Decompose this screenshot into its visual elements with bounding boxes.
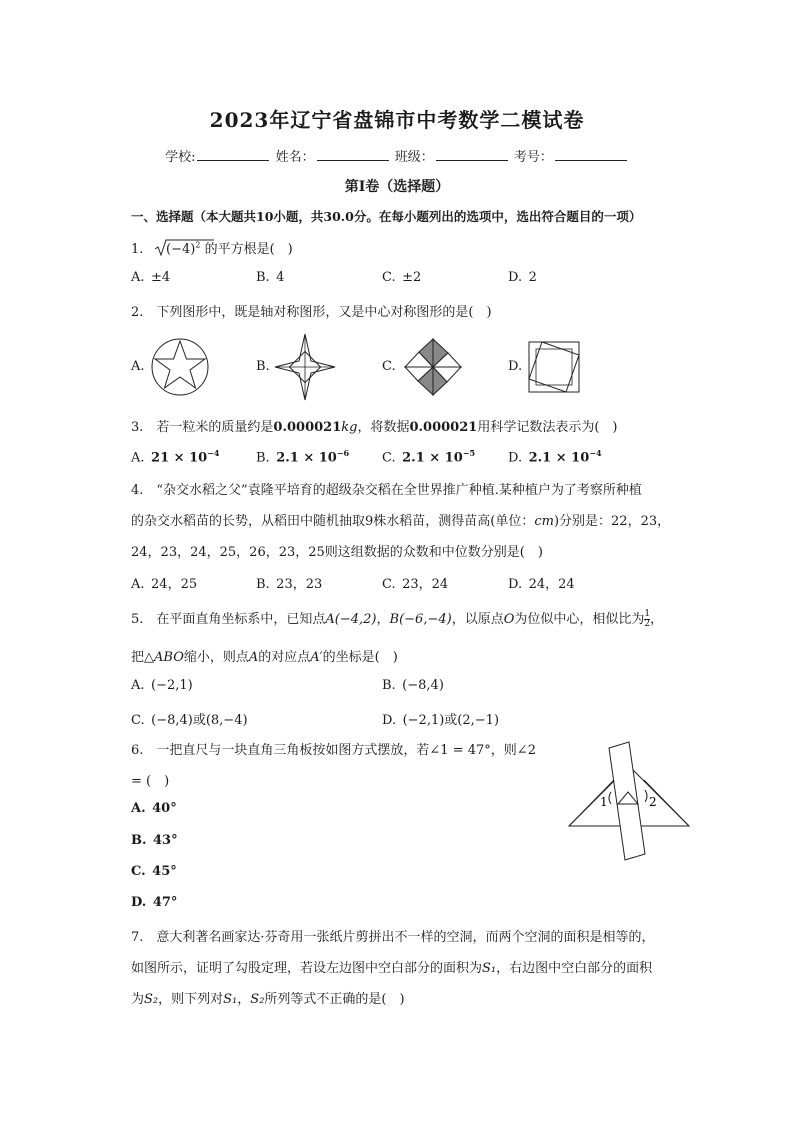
symbol-s2-ref: S₂ [250,992,265,1007]
q4-unit: cm [534,514,554,529]
symbol-s2: S₂ [144,992,159,1007]
option-exponent: −5 [462,448,476,458]
q4-option-b[interactable]: B. 23，23 [256,577,323,592]
sqrt-radicand: (−4) [166,242,196,257]
question-2: 2. 下列图形中，既是轴对称图形，又是中心对称图形的是( ) [131,305,492,320]
q4-option-d[interactable]: D. 24，24 [508,577,575,592]
circle-star-figure [150,337,210,397]
q5-sep: ， [376,612,390,627]
q6-condition: ∠1 = 47° [429,743,491,758]
q6-option-c[interactable]: C. 45° [131,864,177,879]
q2-option-b-label[interactable]: B. [256,359,270,374]
q5-text-c: 为位似中心，相似比为 [514,612,645,627]
name-label: 姓名： [275,150,315,165]
option-mantissa: 2.1 × 10 [528,450,590,466]
fraction-denominator: 2 [644,619,651,629]
question-5-line-2 [131,646,398,665]
q5-text-b: ，以原点 [451,612,504,627]
q5-text-f: 缩小，则点 [183,650,249,665]
q7-text-d: ，则下列对 [158,992,224,1007]
point-a-prime: A′ [310,650,323,665]
class-blank[interactable] [436,148,508,161]
q5-text-g: 的对应点 [258,650,311,665]
q5-text-a: 5. 在平面直角坐标系中，已知点 [131,612,326,627]
section-heading: 一、选择题（本大题共10小题，共30.0分。在每小题列出的选项中，选出符合题目的一项） [131,209,642,224]
fraction-numerator: 1 [644,609,651,619]
question-1 [131,238,293,257]
q3-option-c[interactable] [382,448,475,465]
option-exponent: −6 [336,448,350,458]
sqrt-exponent: 2 [195,240,201,250]
question-6-line-1 [131,739,536,758]
question-6-line-2: = ( ) [131,774,170,789]
exam-no-label: 考号： [513,150,553,165]
q3-option-a[interactable] [131,448,219,465]
q5-option-c[interactable]: C. (−8,4)或(8,−4) [131,713,248,728]
pinwheel-figure [403,337,463,397]
q3-number-b: 0.000021 [409,420,478,435]
exam-no-blank[interactable] [555,148,627,161]
school-label: 学校: [165,150,196,165]
q7-text-f: 所列等式不正确的是( ) [264,992,405,1007]
q3-unit: kg [341,420,358,435]
q1-option-c[interactable]: C. ±2 [382,270,422,285]
option-exponent: −4 [207,448,220,458]
volume-heading: 第Ⅰ卷（选择题） [344,179,450,195]
question-7-line-3 [131,988,405,1007]
q7-text-c: 为 [131,992,145,1007]
triangle-abo: △ABO [144,650,184,665]
q2-option-c-label[interactable]: C. [382,359,396,374]
q1-number: 1. [131,242,144,257]
q3-number-a: 0.000021 [273,420,342,435]
angle-1-label: 1 [600,795,608,809]
four-point-star-figure [275,334,335,400]
q5-text-e: 把 [131,650,145,665]
student-info-line [0,146,794,165]
q7-text-b: ，右边图中空白部分的面积 [496,961,653,976]
q6-option-d[interactable]: D. 47° [131,895,178,910]
point-o: O [503,612,515,627]
name-blank[interactable] [317,148,389,161]
question-4-line-1: 4. “杂交水稻之父”袁隆平培育的超级杂交稻在全世界推广种植.某种植户为了考察所种植 [131,483,642,498]
q2-option-a-label[interactable]: A. [131,359,145,374]
sqrt-sign-icon [154,239,168,257]
q5-text-d: ， [650,612,664,627]
option-label: B. [256,450,270,466]
q7-text-e: ， [237,992,251,1007]
option-exponent: −4 [589,448,602,458]
q6-text-b: ，则 [490,743,517,758]
option-label: A. [131,450,145,466]
symbol-s1: S₁ [482,961,497,976]
ruler-triangle-figure [567,740,691,862]
q6-option-a[interactable]: A. 40° [131,801,177,816]
school-blank[interactable] [197,148,269,161]
q1-option-a[interactable]: A. ±4 [131,270,171,285]
question-4-line-3: 24，23，24，25，26，23，25则这组数据的众数和中位数分别是( ) [131,545,543,560]
q6-text-a: 6. 一把直尺与一块直角三角板按如图方式摆放，若 [131,743,430,758]
option-mantissa: 2.1 × 10 [402,450,463,466]
q3-option-d[interactable] [508,448,602,465]
q4-option-a[interactable]: A. 24，25 [131,577,198,592]
q4-text-a: 的杂交水稻苗的长势，从稻田中随机抽取9株水稻苗，测得苗高(单位： [131,514,535,529]
option-mantissa: 21 × 10 [151,450,208,466]
q6-angle-2: ∠2 [516,743,536,758]
question-7-line-1: 7. 意大利著名画家达·芬奇用一张纸片剪拼出不一样的空洞，而两个空洞的面积是相等的， [131,930,655,945]
nested-squares-figure [528,341,580,393]
question-5-line-1 [131,608,663,629]
q6-option-b[interactable]: B. 43° [131,833,178,848]
question-3 [131,416,617,435]
q5-option-d[interactable]: D. (−2,1)或(2,−1) [382,713,500,728]
question-7-line-2 [131,957,652,976]
q3-text-b: ，将数据 [357,420,410,435]
symbol-s1-ref: S₁ [223,992,238,1007]
q2-option-d-label[interactable]: D. [508,359,523,374]
q4-option-c[interactable]: C. 23，24 [382,577,449,592]
q3-text-c: 用科学记数法表示为( ) [477,420,618,435]
angle-2-label: 2 [649,795,657,809]
q7-text-a: 如图所示，证明了勾股定理，若设左边图中空白部分的面积为 [131,961,483,976]
q1-rest: 的平方根是( ) [204,242,293,257]
point-a: A(−4,2) [325,612,377,627]
q3-text-a: 3. 若一粒米的质量约是 [131,420,274,435]
q5-option-b[interactable]: B. (−8,4) [382,678,444,693]
page-title: 2023年辽宁省盘锦市中考数学二模试卷 [209,108,585,132]
option-label: D. [508,450,523,466]
q5-option-a[interactable]: A. (−2,1) [131,678,193,693]
q5-text-h: 的坐标是( ) [322,650,398,665]
class-label: 班级： [394,150,434,165]
q1-option-d[interactable]: D. 2 [508,270,537,285]
q3-option-b[interactable] [256,448,349,465]
option-label: C. [382,450,396,466]
question-4-line-2 [131,510,670,529]
point-a-ref: A [248,650,259,665]
option-mantissa: 2.1 × 10 [276,450,337,466]
sqrt-expression [154,242,205,257]
point-b: B(−6,−4) [389,612,452,627]
q4-text-b: )分别是：22，23， [553,514,671,529]
q1-option-b[interactable]: B. 4 [256,270,285,285]
